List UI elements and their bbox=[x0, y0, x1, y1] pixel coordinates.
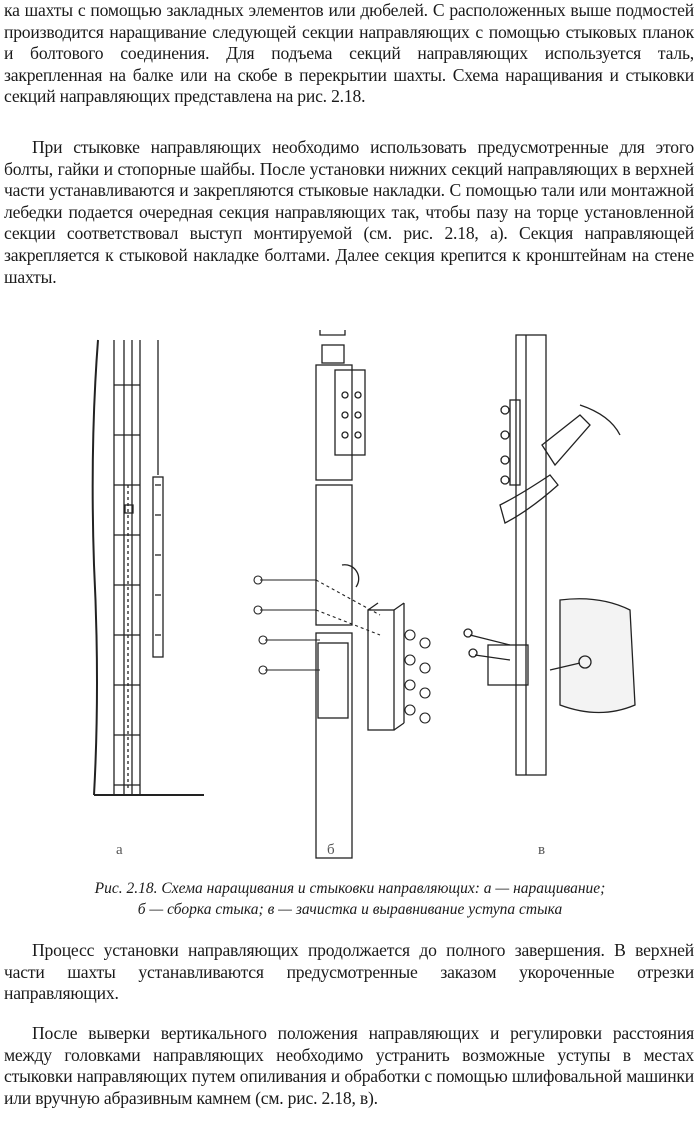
figure-label-v: в bbox=[538, 842, 546, 858]
illustration-b-joint-assembly bbox=[254, 330, 430, 858]
figure-label-b: б bbox=[327, 842, 335, 858]
paragraph-3: Процесс установки направляющих продолжается до полного завершения. В верхней части шахты устанавливаются предусмотренные заказом укороченные отрезки направляющих. bbox=[4, 940, 694, 1004]
caption-line-1: Рис. 2.18. Схема наращивания и стыковки направляющих: а — наращивание; bbox=[94, 880, 606, 897]
paragraph-4: После выверки вертикального положения направляющих и регулировки расстояния между головками направляющих необходимо устранить возможные уступы в местах стыковки направляющих путем опиливания и обработки с помощью шлифовальной машинки или вручную абразивным камнем (см. рис. 2.18, в). bbox=[4, 1023, 694, 1108]
paragraph-1: ка шахты с помощью закладных элементов или дюбелей. С расположенных выше подмостей производится наращивание следующей секции направляющих с помощью стыковых планок и болтового соединения. Для подъема секций направляющих используется таль, закрепленная на балке или на скобе в перекрытии шахты. Схема наращивания и стыковки секций направляющих представлена на рис. 2.18. bbox=[4, 0, 694, 107]
figure-caption bbox=[0, 878, 700, 920]
illustration-v-grinding bbox=[464, 335, 635, 775]
paragraph-2: При стыковке направляющих необходимо использовать предусмотренные для этого болты, гайки и стопорные шайбы. После установки нижних секций направляющих в верхней части устанавливаются и закрепляются стыковые накладки. С помощью тали или монтажной лебедки подается очередная секция направляющих так, чтобы пазу на торце установленной секции соответствовал выступ монтируемой (см. рис. 2.18, а). Секция направляющей закрепляется к стыковой накладке болтами. Далее секция крепится к кронштейнам на стене шахты. bbox=[4, 137, 694, 287]
illustration-a-extension bbox=[93, 340, 204, 795]
caption-line-2: б — сборка стыка; в — зачистка и выравнивание уступа стыка bbox=[137, 901, 563, 918]
figure-2-18 bbox=[80, 325, 650, 870]
figure-label-a: а bbox=[116, 842, 123, 858]
